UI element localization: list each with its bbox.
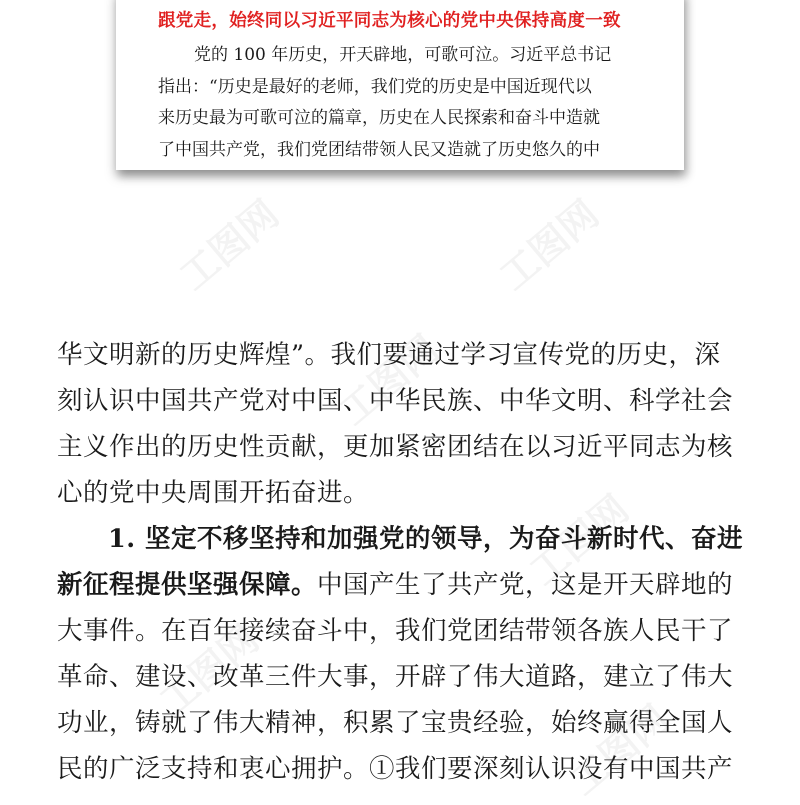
body-text-line: 大事件。在百年接续奋斗中，我们党团结带领各族人民干了: [57, 616, 734, 646]
body-text-line: 主义作出的历史性贡献，更加紧密团结在以习近平同志为核: [57, 432, 734, 462]
card-text-line: 了中国共产党，我们党团结带领人民又造就了历史悠久的中: [158, 140, 600, 160]
watermark: 工图网: [561, 696, 678, 804]
section-heading-1: 1. 坚定不移坚持和加强党的领导，为奋斗新时代、奋进: [108, 524, 743, 554]
card-text-line: 指出：“历史是最好的老师，我们党的历史是中国近现代以: [158, 77, 592, 97]
card-text-line: 党的 100 年历史，开天辟地，可歌可泣。习近平总书记: [194, 45, 612, 65]
watermark: 工图网: [521, 486, 638, 594]
watermark: 工图网: [491, 191, 608, 299]
section-heading-1-continued: 新征程提供坚强保障。: [57, 570, 318, 600]
body-text-line: 民的广泛支持和衷心拥护。①我们要深刻认识没有中国共产: [57, 754, 734, 784]
watermark: 工图网: [331, 326, 448, 434]
body-text-span: 中国产生了共产党，这是开天辟地的: [317, 570, 734, 600]
quote-card: [116, 0, 684, 170]
body-text-line: 心的党中央周围开拓奋进。: [57, 478, 370, 508]
card-text-line: 来历史最为可歌可泣的篇章，历史在人民探索和奋斗中造就: [158, 108, 600, 128]
watermark: 工图网: [171, 191, 288, 299]
body-text-line: 刻认识中国共产党对中国、中华民族、中华文明、科学社会: [57, 386, 734, 416]
watermark: 工图网: [151, 616, 268, 724]
body-text-line: 功业，铸就了伟大精神，积累了宝贵经验，始终赢得全国人: [57, 708, 734, 738]
body-text-line: [57, 565, 733, 601]
card-heading: 跟党走，始终同以习近平同志为核心的党中央保持高度一致: [158, 11, 621, 31]
body-text-line: 华文明新的历史辉煌”。我们要通过学习宣传党的历史，深: [57, 340, 721, 370]
body-text-line: 革命、建设、改革三件大事，开辟了伟大道路，建立了伟大: [57, 662, 734, 692]
